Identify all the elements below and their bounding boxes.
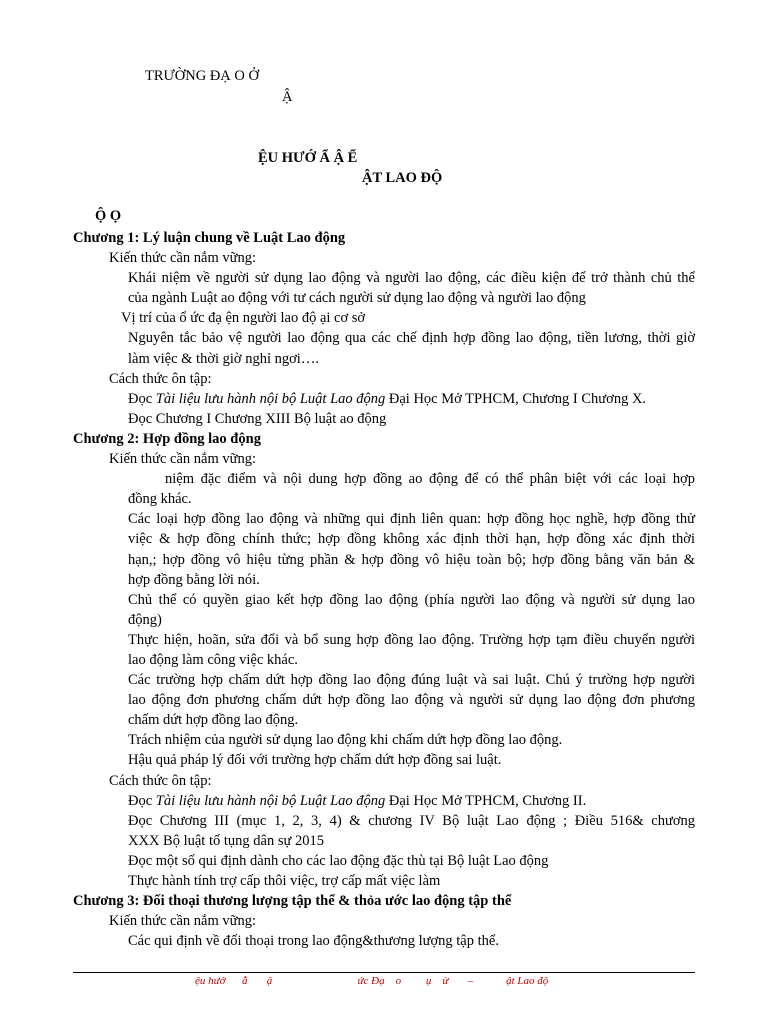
- chapter-1-paragraph-3-line-2: làm việc & thời giờ nghỉ ngơi….: [128, 350, 319, 367]
- document-title-line1: ỆU HƯỚ Ẩ Ậ Ể: [258, 150, 358, 166]
- read-suffix: Đại Học Mở TPHCM, Chương II.: [385, 792, 587, 809]
- chapter-1-paragraph-1-line-1: Khái niệm về người sử dụng lao động và người lao động, các điều kiện để trở thành chủ thể: [128, 270, 695, 287]
- document-body: [73, 228, 695, 951]
- course-material-title: Tài liệu lưu hành nội bộ Luật Lao động: [155, 390, 386, 407]
- read-suffix: Đại Học Mở TPHCM, Chương I Chương X.: [385, 390, 647, 407]
- chapter-2-method-3: Đọc một số qui định dành cho các lao động đặc thù tại Bộ luật Lao động: [128, 852, 549, 869]
- chapter-3-paragraph-1: Các qui định về đối thoại trong lao động&thương lượng tập thể.: [128, 933, 499, 950]
- chapter-2-paragraph-3-line-2: động): [128, 611, 162, 628]
- chapter-2-method-4: Thực hành tính trợ cấp thôi việc, trợ cấp mất việc làm: [128, 873, 441, 889]
- chapter-2-paragraph-5-line-3: chấm dứt hợp đồng lao động.: [128, 712, 299, 729]
- chapter-1-heading: Chương 1: Lý luận chung về Luật Lao động: [73, 230, 346, 246]
- footer-divider: [73, 972, 695, 973]
- read-prefix: Đọc: [128, 792, 156, 809]
- chapter-1-paragraph-2: Vị trí của ổ ức đạ ện người lao độ ại cơ sở: [121, 310, 366, 327]
- chapter-2-heading: Chương 2: Hợp đồng lao động: [73, 430, 261, 447]
- chapter-2-paragraph-2-line-2: việc & hợp đồng chính thức; hợp đồng không xác định thời hạn, hợp đồng xác định thời: [128, 531, 695, 548]
- chapter-2-paragraph-3-line-1: Chủ thể có quyền giao kết hợp đồng lao động (phía người lao động và người sử dụng lao: [128, 591, 695, 608]
- page-footer: ệu hướ ẫ ậ ức Đạ o ụ ừ – ật Lao độ: [195, 975, 549, 987]
- chapter-2-paragraph-1-line-2: đồng khác.: [128, 491, 192, 508]
- chapter-2-paragraph-1-line-1: niệm đặc điểm và nội dung hợp đồng ao động để có thể phân biệt với các loại hợp: [165, 471, 695, 488]
- chapter-2-paragraph-2-line-1: Các loại hợp đồng lao động và những qui định liên quan: hợp đồng học nghề, hợp đồng thử: [128, 511, 695, 528]
- chapter-1-method-2: Đọc Chương I Chương XIII Bộ luật ao động: [128, 410, 387, 427]
- school-name-line2: Ậ: [282, 89, 293, 105]
- chapter-2-paragraph-2-line-4: hợp đồng bằng lời nói.: [128, 571, 260, 588]
- document-title-line2: ẬT LAO ĐỘ: [362, 170, 443, 186]
- course-material-title: Tài liệu lưu hành nội bộ Luật Lao động: [155, 792, 386, 809]
- school-name-line1: TRƯỜNG ĐẠ O Ở: [145, 68, 259, 84]
- chapter-2-method-2-line-2: XXX Bộ luật tố tụng dân sự 2015: [128, 832, 324, 849]
- chapter-1-method-label: Cách thức ôn tập:: [109, 370, 212, 387]
- chapter-2-paragraph-7: Hậu quả pháp lý đối với trường hợp chấm dứt hợp đồng sai luật.: [128, 752, 502, 769]
- chapter-2-knowledge-label: Kiến thức cần nắm vững:: [109, 451, 256, 468]
- chapter-2-method-1: [73, 791, 695, 811]
- section-heading: Ộ Ọ: [95, 208, 122, 224]
- chapter-2-paragraph-2-line-3: hạn,; hợp đồng vô hiệu từng phần & hợp đồng vô hiệu toàn bộ; hợp đồng bằng văn bản &: [128, 551, 695, 568]
- chapter-1-knowledge-label: Kiến thức cần nắm vững:: [109, 250, 256, 267]
- read-prefix: Đọc: [128, 390, 156, 407]
- chapter-2-paragraph-4-line-1: Thực hiện, hoãn, sửa đổi và bổ sung hợp đồng lao động. Trường hợp tạm điều chuyển người: [128, 631, 695, 648]
- chapter-1-paragraph-3-line-1: Nguyên tắc bảo vệ người lao động qua các chế định hợp đồng lao động, tiền lương, thời giờ: [128, 330, 695, 347]
- chapter-3-heading: Chương 3: Đối thoại thương lượng tập thể & thỏa ước lao động tập thể: [73, 893, 512, 910]
- chapter-2-paragraph-5-line-1: Các trường hợp chấm dứt hợp đồng lao động đúng luật và sai luật. Chú ý trường hợp người: [128, 672, 695, 689]
- chapter-2-paragraph-5-line-2: lao động đơn phương chấm dứt hợp đồng lao động và người sử dụng lao động đơn phương: [128, 692, 695, 709]
- chapter-1-method-1: [73, 389, 695, 409]
- chapter-2-method-2-line-1: Đọc Chương III (mục 1, 2, 3, 4) & chương IV Bộ luật Lao động ; Điều 516& chương: [128, 812, 695, 829]
- chapter-1-paragraph-1-line-2: của ngành Luật ao động với tư cách người sử dụng lao động và người lao động: [128, 290, 586, 307]
- chapter-3-knowledge-label: Kiến thức cần nắm vững:: [109, 913, 256, 930]
- chapter-2-paragraph-4-line-2: lao động làm công việc khác.: [128, 651, 298, 668]
- chapter-2-method-label: Cách thức ôn tập:: [109, 772, 212, 789]
- chapter-2-paragraph-6: Trách nhiệm của người sử dụng lao động khi chấm dứt hợp đồng lao động.: [128, 732, 563, 749]
